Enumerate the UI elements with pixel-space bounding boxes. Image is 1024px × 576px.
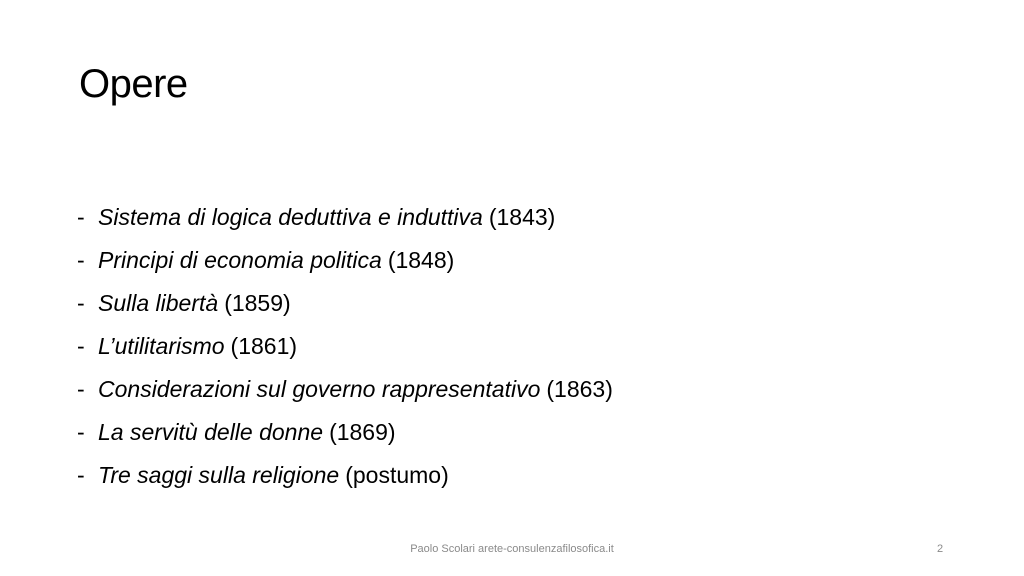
dash-bullet: - xyxy=(77,419,85,445)
list-item xyxy=(77,368,613,411)
list-item xyxy=(77,196,613,239)
dash-bullet: - xyxy=(77,204,85,230)
work-title: Considerazioni sul governo rappresentativo xyxy=(98,376,541,402)
work-title: Tre saggi sulla religione xyxy=(98,462,340,488)
list-item xyxy=(77,325,613,368)
work-date: (1843) xyxy=(488,204,556,230)
footer-text: Paolo Scolari arete-consulenzafilosofica.it xyxy=(410,543,614,555)
work-title: Sulla libertà xyxy=(98,290,219,316)
dash-bullet: - xyxy=(77,290,85,316)
dash-bullet: - xyxy=(77,333,85,359)
work-date: (1863) xyxy=(546,376,613,402)
list-item xyxy=(77,282,613,325)
work-title: Principi di economia politica xyxy=(98,247,382,273)
work-date: (1869) xyxy=(329,419,396,445)
work-date: (postumo) xyxy=(345,462,449,488)
list-item xyxy=(77,239,613,282)
page-number: 2 xyxy=(937,543,944,555)
works-list xyxy=(77,196,613,497)
work-date: (1848) xyxy=(387,247,455,273)
slide-title: Opere xyxy=(79,62,188,106)
dash-bullet: - xyxy=(77,376,85,402)
work-title: Sistema di logica deduttiva e induttiva xyxy=(98,204,483,230)
work-date: (1859) xyxy=(224,290,291,316)
list-item xyxy=(77,411,613,454)
work-date: (1861) xyxy=(230,333,298,359)
dash-bullet: - xyxy=(77,462,85,488)
list-item xyxy=(77,454,613,497)
work-title: La servitù delle donne xyxy=(98,419,324,445)
work-title: L’utilitarismo xyxy=(98,333,225,359)
dash-bullet: - xyxy=(77,247,85,273)
